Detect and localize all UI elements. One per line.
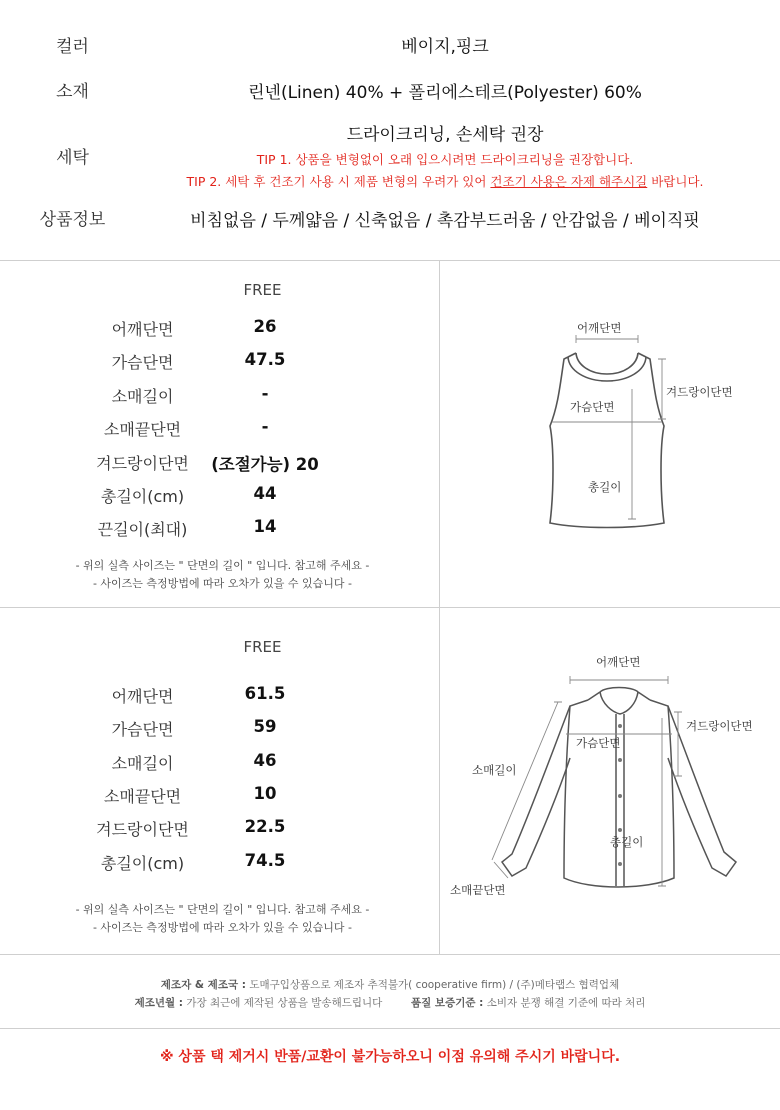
size-row-label: 소매길이	[111, 387, 174, 406]
size-name: FREE	[243, 638, 282, 656]
material-value: 린넨(Linen) 40% + 폴리에스테르(Polyester) 60%	[248, 83, 642, 103]
size-row-label: 총길이(cm)	[100, 854, 185, 873]
date-value: 가장 최근에 제작된 상품을 발송해드립니다	[186, 997, 383, 1009]
diagram-label-chest: 가슴단면	[570, 400, 615, 414]
wash-value: 드라이크리닝, 손세탁 권장	[346, 125, 544, 145]
size-row-value: 10	[253, 784, 277, 803]
wash-tip-2-underline: 건조기 사용은 자제 해주시길	[490, 174, 648, 189]
size-row-value: 22.5	[244, 817, 286, 836]
maker-line	[0, 977, 780, 992]
size-row-value: 44	[253, 484, 277, 503]
diagram-label-length: 총길이	[588, 480, 622, 494]
wash-tip-2	[105, 172, 780, 190]
quality-label: 품질 보증기준 :	[410, 997, 484, 1009]
maker-label: 제조자 & 제조국 :	[160, 979, 246, 991]
vest-diagram	[440, 261, 780, 606]
date-label: 제조년월 :	[134, 997, 184, 1009]
size-row-label: 가슴단면	[111, 353, 174, 372]
size-row-value: 14	[253, 517, 277, 536]
size-row-value: 46	[253, 751, 277, 770]
return-warning: ※ 상품 택 제거시 반품/교환이 불가능하오니 이점 유의해 주시기 바랍니다.	[159, 1049, 621, 1065]
size-row-value: 59	[253, 717, 277, 736]
shirt-diagram	[440, 608, 780, 953]
vest-outline	[550, 353, 664, 528]
size-row-value: 26	[253, 317, 277, 336]
wash-tip-2-post: 바랍니다.	[647, 174, 704, 189]
wash-tip-2-pre: TIP 2. 세탁 후 건조기 사용 시 제품 변형의 우려가 있어	[186, 174, 491, 189]
diagram-label-length: 총길이	[610, 835, 644, 849]
diagram-label-armhole: 겨드랑이단면	[666, 385, 733, 399]
wash-tip-1: TIP 1. 상품을 변형없이 오래 입으시려면 드라이크리닝을 권장합니다.	[256, 152, 634, 167]
size-note: - 위의 실측 사이즈는 " 단면의 길이 " 입니다. 참고해 주세요 -	[75, 903, 370, 916]
size-row-label: 소매끝단면	[103, 420, 182, 439]
size-row-label: 가슴단면	[111, 720, 174, 739]
product-info-value: 비침없음 / 두께얇음 / 신축없음 / 촉감부드러움 / 안감없음 / 베이직핏	[190, 211, 700, 231]
product-info-label: 상품정보	[39, 210, 106, 230]
size-note: - 사이즈는 측정방법에 따라 오차가 있을 수 있습니다 -	[92, 921, 353, 934]
color-value: 베이지,핑크	[401, 37, 489, 57]
diagram-label-shoulder: 어깨단면	[577, 321, 622, 335]
diagram-label-sleeve: 소매길이	[472, 763, 517, 777]
diagram-label-chest: 가슴단면	[576, 736, 621, 750]
diagram-label-armhole: 겨드랑이단면	[686, 719, 753, 733]
color-label: 컬러	[56, 37, 89, 57]
size-row-label: 소매길이	[111, 754, 174, 773]
divider	[0, 1028, 780, 1029]
date-quality-line	[0, 995, 780, 1010]
wash-label: 세탁	[56, 148, 89, 168]
diagram-label-shoulder: 어깨단면	[596, 655, 641, 669]
size-row-value: -	[261, 384, 269, 403]
size-row-value: -	[261, 417, 269, 436]
size-row-value: 47.5	[244, 350, 286, 369]
shirt-measure-lines	[492, 676, 682, 886]
size-note: - 위의 실측 사이즈는 " 단면의 길이 " 입니다. 참고해 주세요 -	[75, 559, 370, 572]
size-note: - 사이즈는 측정방법에 따라 오차가 있을 수 있습니다 -	[92, 577, 353, 590]
size-name: FREE	[243, 281, 282, 299]
shirt-outline	[502, 688, 736, 888]
size-row-value: 61.5	[244, 684, 286, 703]
size-row-value: 74.5	[244, 851, 286, 870]
size-row-label: 어깨단면	[111, 687, 174, 706]
size-row-value: (조절가능) 20	[211, 455, 319, 474]
material-label: 소재	[56, 82, 89, 102]
size-row-label: 겨드랑이단면	[96, 820, 189, 839]
diagram-label-cuff: 소매끝단면	[450, 883, 506, 897]
divider	[0, 954, 780, 955]
quality-value: 소비자 분쟁 해결 기준에 따라 처리	[486, 997, 646, 1009]
size-row-label: 소매끝단면	[103, 787, 182, 806]
size-row-label: 겨드랑이단면	[96, 454, 189, 473]
size-row-label: 총길이(cm)	[100, 487, 185, 506]
size-row-label: 끈길이(최대)	[97, 520, 188, 539]
size-row-label: 어깨단면	[111, 320, 174, 339]
maker-value: 도매구입상품으로 제조자 추적불가( cooperative firm) / (주)메타랩스 협력업체	[249, 979, 620, 991]
